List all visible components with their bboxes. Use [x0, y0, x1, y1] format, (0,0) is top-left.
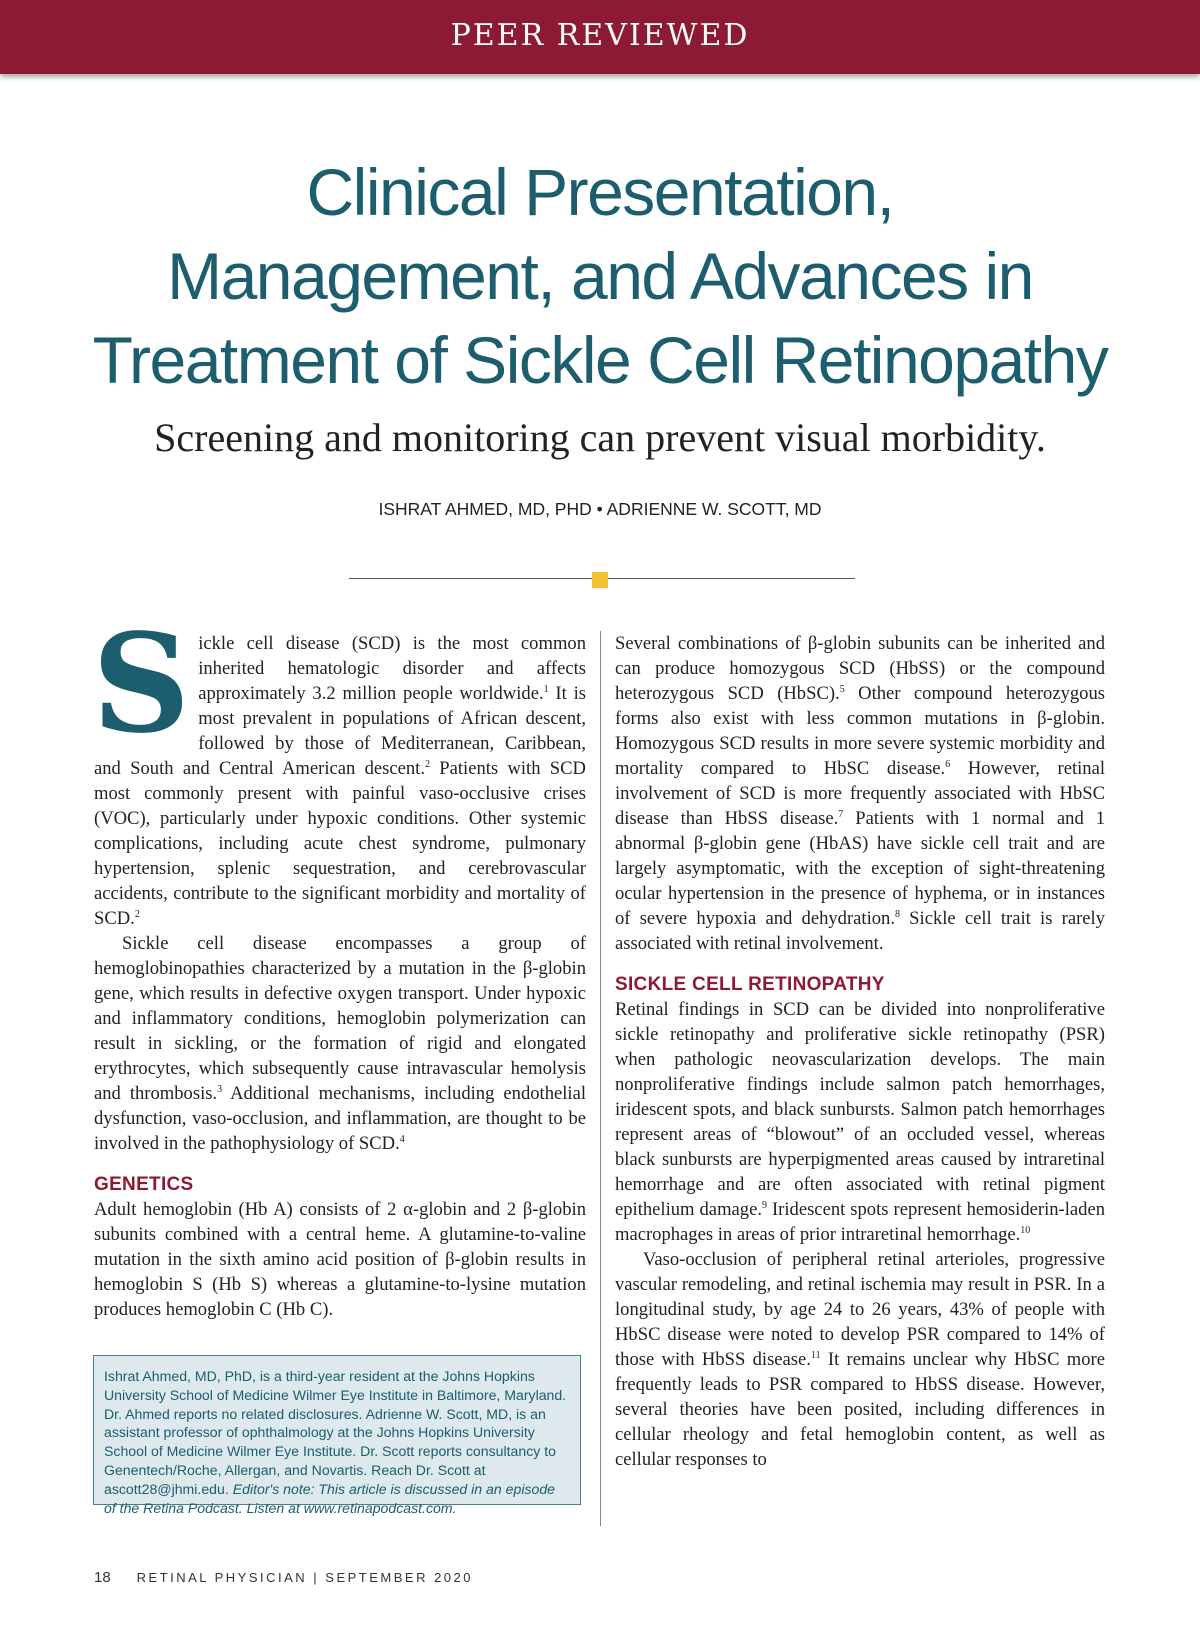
article-title [60, 150, 1140, 402]
paragraph-retinal-findings: Retinal findings in SCD can be divided into nonproliferative sickle retinopathy and proliferative sickle retinopathy (PSR) when pathologic neovascularization develops. The main nonproliferative findings include salmon patch hemorrhages, iridescent spots, and black sunbursts. Salmon patch hemorrhages represent areas of “blowout” of an occluded vessel, whereas black sunbursts are hyperpigmented areas caused by intraretinal hemorrhage and are often associated with retinal pigment epithelium damage.$^9$ Iridescent spots represent hemosiderin-laden macrophages in areas of prior intraretinal hemorrhage.$^{10}$ [615, 999, 1105, 1245]
heading-sickle-cell-retinopathy: SICKLE CELL RETINOPATHY [615, 974, 885, 995]
section-banner [0, 0, 1200, 74]
title-line-2: Management, and Advances in [167, 239, 1033, 313]
left-column [92, 604, 586, 1322]
paragraph-genetics: Adult hemoglobin (Hb A) consists of 2 α-globin and 2 β-globin subunits combined with a central heme. A glutamine-to-valine mutation in the sixth amino acid position of β-globin results in hemoglobin S (Hb S) whereas a glutamine-to-lysine mutation produces hemoglobin C (Hb C). [94, 1199, 586, 1320]
editors-note: Editor's note: This article is discussed in an episode of the Retina Podcast. Listen at www.retinapodcast.com. [104, 1480, 556, 1516]
column-rule [600, 631, 601, 1526]
author-bio-box [93, 1355, 581, 1516]
paragraph-combinations: Several combinations of β-globin subunits can be inherited and can produce homozygous SCD (HbSS) or the compound heterozygous SCD (HbSC).$^5$ Other compound heterozygous forms also exist with less common mutations in β-globin. Homozygous SCD results in more severe systemic morbidity and mortality compared to HbSC disease.$^6$ However, retinal involvement of SCD is more frequently associated with HbSC disease than HbSS disease.$^7$ Patients with 1 normal and 1 abnormal β-globin gene (HbAS) have sickle cell trait and are largely asymptomatic, with the exception of sight-threatening ocular hypertension in the presence of hyphema, or in instances of severe hypoxia and dehydration.$^8$ Sickle cell trait is rarely associated with retinal involvement. [615, 633, 1105, 954]
title-line-3: Treatment of Sickle Cell Retinopathy [92, 323, 1108, 397]
paragraph-psr: Vaso-occlusion of peripheral retinal arterioles, progressive vascular remodeling, and retinal ischemia may result in PSR. In a longitudinal study, by age 24 to 26 years, 43% of people with HbSC disease were noted to develop PSR compared to 14% of those with HbSS disease.$^{11}$ It remains unclear why HbSC more frequently leads to PSR compared to HbSS disease. However, several theories have been posited, including differences in cellular rheology and fetal hemoglobin content, as well as cellular responses to [615, 1249, 1106, 1470]
article-subtitle: Screening and monitoring can prevent visual morbidity. [154, 415, 1046, 460]
banner-label: PEER REVIEWED [450, 18, 750, 53]
page-number: 18 [94, 1569, 111, 1586]
title-line-1: Clinical Presentation, [306, 155, 894, 229]
author-bio-text: Ishrat Ahmed, MD, PhD, is a third-year resident at the Johns Hopkins University School of Medicine Wilmer Eye Institute in Baltimore, Maryland. Dr. Ahmed reports no related disclosures. Adrienne W. Scott, MD, is an assistant professor of ophthalmology at the Johns Hopkins University School of Medicine Wilmer Eye Institute. Dr. Scott reports consultancy to Genentech/Roche, Allergan, and Novartis. Reach Dr. Scott at ascott28@jhmi.edu. [104, 1368, 567, 1497]
drop-cap: S [92, 604, 191, 764]
heading-genetics: GENETICS [94, 1174, 194, 1195]
magazine-issue: RETINAL PHYSICIAN | SEPTEMBER 2020 [136, 1570, 473, 1585]
right-column [615, 631, 1105, 1472]
paragraph-intro: Sickle cell disease (SCD) is the most common inherited hematologic disorder and affects approximately 3.2 million people worldwide.$^1$ It is most prevalent in populations of African descent, followed by those of Mediterranean, Caribbean, and South and Central American descent.$^2$ Patients with SCD most commonly present with painful vaso-occlusive crises (VOC), particularly under hypoxic conditions. Other systemic complications, including acute chest syndrome, pulmonary hypertension, splenic sequestration, and cerebrovascular accidents, contribute to the significant morbidity and mortality of SCD.$^2$ [92, 604, 586, 929]
page-footer [94, 1569, 473, 1586]
divider-ornament [592, 572, 608, 588]
article-authors: ISHRAT AHMED, MD, PHD • ADRIENNE W. SCOTT, MD [378, 499, 822, 519]
paragraph-pathophysiology: Sickle cell disease encompasses a group of hemoglobinopathies characterized by a mutation in the β-globin gene, which results in defective oxygen transport. Under hypoxic and inflammatory conditions, hemoglobin polymerization can result in sickling, or the formation of rigid and elongated erythrocytes, which subsequently cause intravascular hemolysis and thrombosis.$^3$ Additional mechanisms, including endothelial dysfunction, vaso-occlusion, and inflammation, are thought to be involved in the pathophysiology of SCD.$^4$ [94, 933, 586, 1154]
